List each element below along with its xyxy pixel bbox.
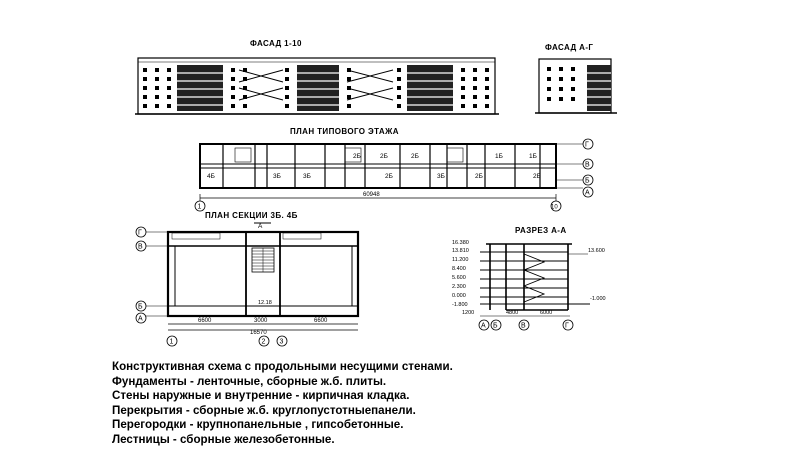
- facade-window: [231, 68, 235, 72]
- section-axis-1: 1: [169, 338, 174, 346]
- facade-window: [285, 95, 289, 99]
- plan-axis-right: 10: [551, 204, 558, 211]
- facade-window: [143, 68, 147, 72]
- level-label: 13.810: [452, 248, 469, 254]
- level-label: 2.300: [452, 284, 466, 290]
- description-line: Фундаменты - ленточные, сборные ж.б. плиты.: [112, 374, 387, 388]
- plan-room-label: 4Б: [207, 173, 215, 180]
- facade-window: [397, 86, 401, 90]
- level-label: 16.380: [452, 240, 469, 246]
- facade-1-10-caption: ФАСАД 1-10: [250, 39, 302, 48]
- facade-window: [155, 104, 159, 108]
- cross-dim-3: 6000: [540, 310, 553, 316]
- section-axis-2: 2: [261, 338, 266, 346]
- cross-section-caption: РАЗРЕЗ А-А: [515, 226, 567, 235]
- cross-section-drawing: [440, 232, 620, 332]
- plan-room-label: 2Б: [475, 173, 483, 180]
- facade-window: [285, 86, 289, 90]
- facade-window: [485, 95, 489, 99]
- facade-window: [231, 95, 235, 99]
- facade-window: [285, 104, 289, 108]
- section-mark: 12.18: [258, 300, 272, 306]
- section-axis-g: Г: [138, 229, 142, 237]
- facade-window: [473, 95, 477, 99]
- section-plan-drawing: [128, 220, 378, 348]
- level-label: 11.200: [452, 257, 469, 263]
- facade-window: [167, 68, 171, 72]
- facade-window: [167, 95, 171, 99]
- typical-floor-plan-caption: ПЛАН ТИПОВОГО ЭТАЖА: [290, 127, 399, 136]
- facade-window: [397, 104, 401, 108]
- plan-room-label: 2Б: [380, 153, 388, 160]
- facade-a-g-caption: ФАСАД А-Г: [545, 43, 594, 52]
- facade-window: [473, 104, 477, 108]
- facade-window: [461, 95, 465, 99]
- plan-axis-v: В: [585, 161, 590, 169]
- cross-dim-2: 4800: [506, 310, 519, 316]
- facade-window: [485, 68, 489, 72]
- section-cut-label: А: [258, 223, 263, 230]
- section-axis-v: В: [138, 243, 143, 251]
- facade-window: [231, 86, 235, 90]
- facade-window: [155, 68, 159, 72]
- facade-window: [167, 104, 171, 108]
- facade-window: [231, 104, 235, 108]
- description-line: Перегородки - крупнопанельные , гипсобетонные.: [112, 418, 404, 432]
- facade-window: [285, 68, 289, 72]
- facade-window: [397, 95, 401, 99]
- plan-room-label: 1Б: [529, 153, 537, 160]
- level-label: 8.400: [452, 266, 466, 272]
- plan-room-label: 3Б: [273, 173, 281, 180]
- plan-total-dimension: 60948: [363, 192, 380, 198]
- facade-window: [485, 104, 489, 108]
- section-axis-3: 3: [279, 338, 284, 346]
- section-plan-caption: ПЛАН СЕКЦИИ 3Б. 4Б: [205, 211, 298, 220]
- facade-window: [347, 77, 351, 81]
- facade-window: [155, 95, 159, 99]
- section-dim-left: 6600: [198, 318, 212, 324]
- plan-axis-a: А: [585, 189, 590, 197]
- description-line: Конструктивная схема с продольными несущими стенами.: [112, 360, 453, 373]
- plan-room-label: 1Б: [495, 153, 503, 160]
- facade-1-10-drawing: [135, 52, 500, 122]
- description-line: Перекрытия - сборные ж.б. круглопустотныепанели.: [112, 403, 416, 417]
- facade-window: [155, 86, 159, 90]
- right-mark-top: 13.600: [588, 248, 605, 254]
- facade-window: [243, 104, 247, 108]
- facade-window: [461, 86, 465, 90]
- facade-window: [461, 77, 465, 81]
- facade-window: [461, 68, 465, 72]
- facade-window: [143, 77, 147, 81]
- facade-window: [461, 104, 465, 108]
- description-line: Лестницы - сборные железобетонные.: [112, 432, 335, 446]
- facade-window: [397, 68, 401, 72]
- plan-axis-left: 1: [197, 203, 202, 211]
- plan-room-label: 3Б: [303, 173, 311, 180]
- cross-axis-v: В: [521, 322, 526, 330]
- level-label: -1.800: [452, 302, 468, 308]
- right-mark-bottom: -1.000: [590, 296, 606, 302]
- facade-window: [155, 77, 159, 81]
- facade-window: [167, 77, 171, 81]
- facade-window: [143, 95, 147, 99]
- section-axis-b: Б: [138, 303, 143, 311]
- plan-room-label: 2Б: [533, 173, 541, 180]
- plan-room-label: 3Б: [437, 173, 445, 180]
- cross-axis-g: Г: [565, 322, 569, 330]
- section-dim-right: 6600: [314, 318, 328, 324]
- facade-window: [473, 68, 477, 72]
- plan-axis-b: Б: [585, 177, 590, 185]
- description-line: Стены наружные и внутренние - кирпичная кладка.: [112, 389, 410, 403]
- facade-a-g-drawing: [535, 55, 620, 120]
- facade-window: [473, 77, 477, 81]
- section-dim-total: 16570: [250, 330, 267, 336]
- plan-axis-g: Г: [585, 141, 589, 149]
- level-label: 0.000: [452, 293, 466, 299]
- level-label: 5.600: [452, 275, 466, 281]
- facade-window: [397, 77, 401, 81]
- facade-window: [485, 77, 489, 81]
- facade-window: [143, 104, 147, 108]
- plan-room-label: 2Б: [385, 173, 393, 180]
- cross-axis-b: Б: [493, 322, 498, 330]
- facade-window: [347, 95, 351, 99]
- plan-room-label: 2Б: [411, 153, 419, 160]
- facade-window: [285, 77, 289, 81]
- typical-floor-plan-drawing: [185, 136, 600, 212]
- facade-window: [167, 86, 171, 90]
- facade-window: [485, 86, 489, 90]
- cross-dim-1: 1200: [462, 310, 475, 316]
- facade-window: [347, 104, 351, 108]
- section-axis-a: А: [138, 315, 143, 323]
- section-dim-middle: 3000: [254, 318, 268, 324]
- facade-window: [231, 77, 235, 81]
- facade-window: [143, 86, 147, 90]
- facade-window: [473, 86, 477, 90]
- construction-description: [112, 360, 672, 448]
- cross-axis-a: А: [481, 322, 486, 330]
- plan-room-label: 2Б: [353, 153, 361, 160]
